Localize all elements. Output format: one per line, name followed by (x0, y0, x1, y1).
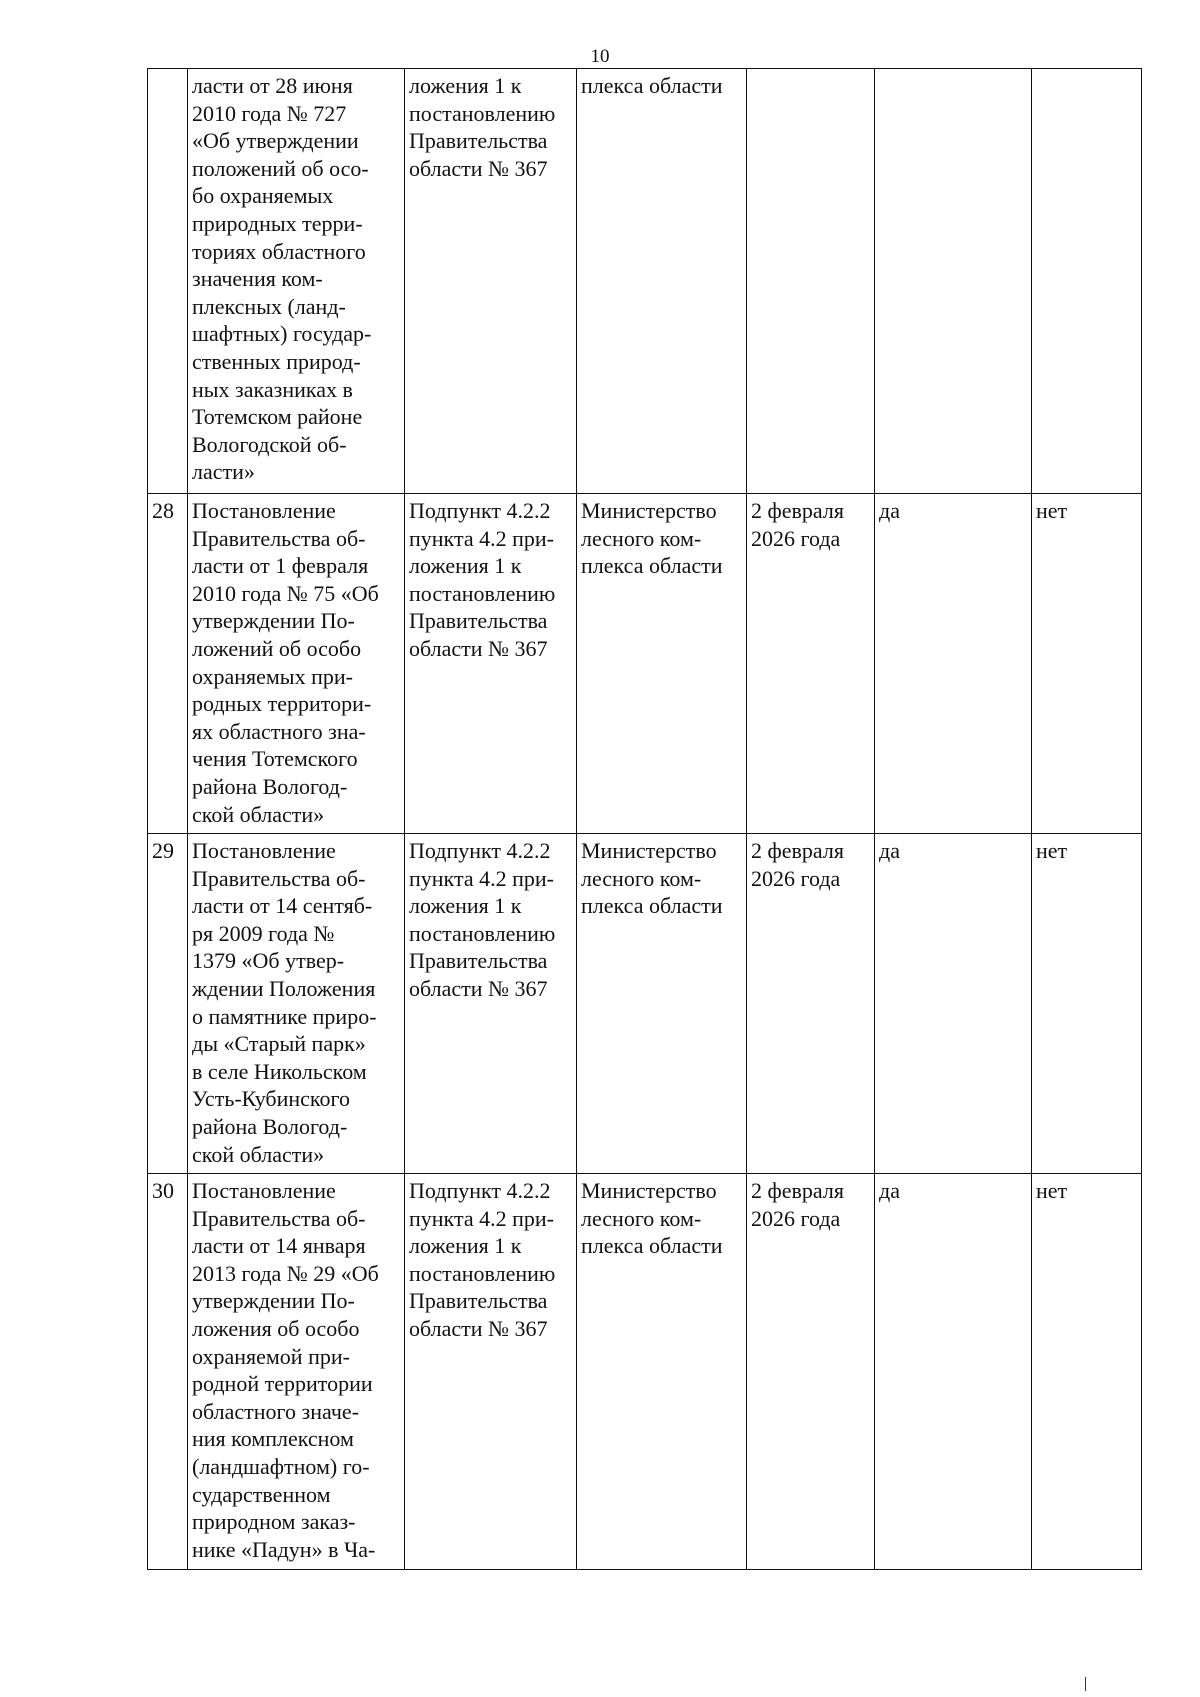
flag2-cell: нет (1032, 494, 1142, 834)
date-cell: 2 февраля 2026 года (747, 494, 875, 834)
document-cell: ласти от 28 июня 2010 года № 727 «Об утверждении положений об осо- бо охраняемых природных терри- ториях областного значения ком- плексных (ланд- шафтных) государ- ственных природ- ных заказниках в Тотемском районе Вологодской об- ласти» (188, 69, 405, 494)
flag1-cell: да (875, 494, 1032, 834)
flag2-cell: нет (1032, 1174, 1142, 1570)
flag2-cell (1032, 69, 1142, 494)
date-cell: 2 февраля 2026 года (747, 834, 875, 1174)
flag1-cell (875, 69, 1032, 494)
document-cell: Постановление Правительства об- ласти от 14 сентяб- ря 2009 года № 1379 «Об утвер- ждении Положения о памятнике приро- ды «Старый парк» в селе Никольском Усть-Кубинского района Вологод- ской области» (188, 834, 405, 1174)
basis-cell: Подпункт 4.2.2 пункта 4.2 при- ложения 1 к постановлению Правительства области № 367 (405, 1174, 577, 1570)
row-number: 29 (148, 834, 188, 1174)
responsible-cell: плекса области (577, 69, 747, 494)
scan-mark (1085, 1677, 1086, 1691)
table-row (148, 494, 1142, 834)
basis-cell: Подпункт 4.2.2 пункта 4.2 при- ложения 1 к постановлению Правительства области № 367 (405, 834, 577, 1174)
responsible-cell: Министерство лесного ком- плекса области (577, 1174, 747, 1570)
document-cell: Постановление Правительства об- ласти от 1 февраля 2010 года № 75 «Об утверждении По- ложений об особо охраняемых при- родных территори- ях областного зна- чения Тотемского района Вологод- ской области» (188, 494, 405, 834)
flag1-cell: да (875, 1174, 1032, 1570)
document-table (147, 68, 1142, 1570)
flag1-cell: да (875, 834, 1032, 1174)
flag2-cell: нет (1032, 834, 1142, 1174)
responsible-cell: Министерство лесного ком- плекса области (577, 494, 747, 834)
basis-cell: ложения 1 к постановлению Правительства области № 367 (405, 69, 577, 494)
row-number (148, 69, 188, 494)
page-number: 10 (590, 46, 610, 67)
table-row (148, 834, 1142, 1174)
table-row (148, 69, 1142, 494)
basis-cell: Подпункт 4.2.2 пункта 4.2 при- ложения 1 к постановлению Правительства области № 367 (405, 494, 577, 834)
table-row (148, 1174, 1142, 1570)
date-cell: 2 февраля 2026 года (747, 1174, 875, 1570)
document-cell: Постановление Правительства об- ласти от 14 января 2013 года № 29 «Об утверждении По- ложения об особо охраняемой при- родной территории областного значе- ния комплексном (ландшафтном) го- сударственном природном заказ- нике «Падун» в Ча- (188, 1174, 405, 1570)
row-number: 28 (148, 494, 188, 834)
date-cell (747, 69, 875, 494)
row-number: 30 (148, 1174, 188, 1570)
responsible-cell: Министерство лесного ком- плекса области (577, 834, 747, 1174)
